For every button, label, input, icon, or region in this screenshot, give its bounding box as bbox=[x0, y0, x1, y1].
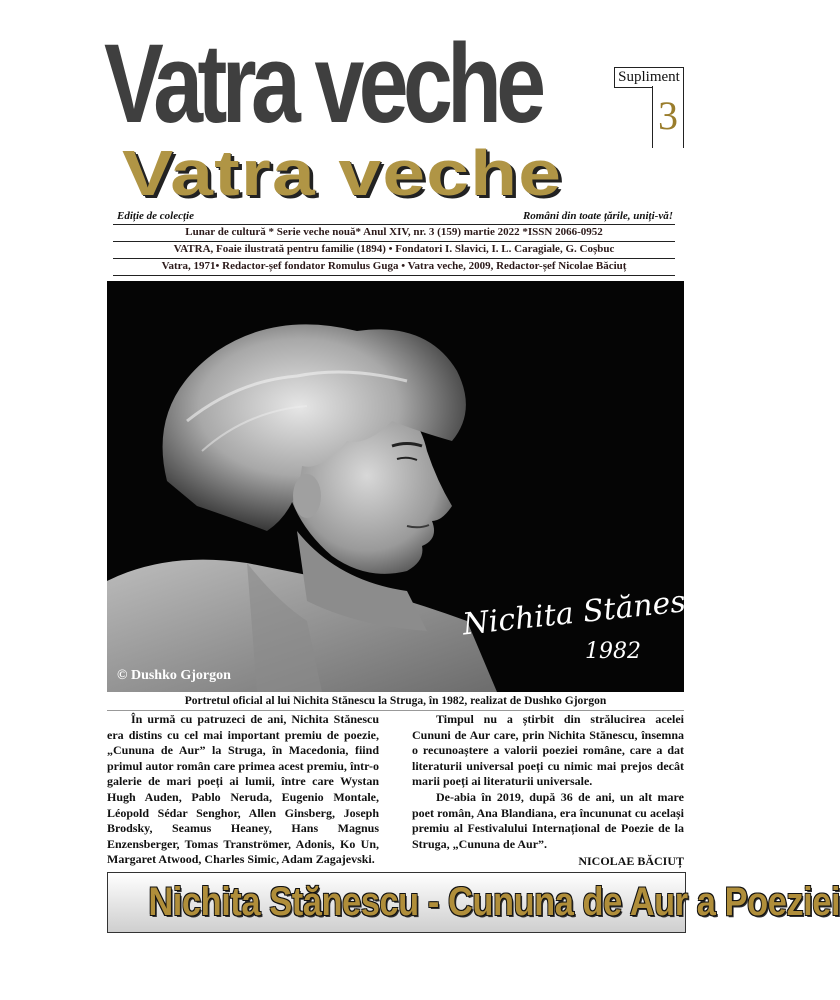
headline-banner bbox=[107, 872, 840, 933]
masthead-title-overlay: Vatra veche bbox=[122, 137, 563, 209]
rule bbox=[113, 224, 675, 225]
supplement-number-box bbox=[652, 86, 684, 148]
article-paragraph: De-abia în 2019, după 36 de ani, un alt mare poet român, Ana Blandiana, era încununat cu același premiu al Festivalului Internațional de Poezie de la Struga, „Cununa de Aur”. bbox=[412, 789, 684, 851]
founders-line: VATRA, Foaie ilustrată pentru familie (1894) • Fondatori I. Slavici, I. L. Caragiale, G. Coșbuc bbox=[173, 243, 615, 255]
article-author: NICOLAE BĂCIUȚ bbox=[578, 854, 684, 869]
portrait-image bbox=[107, 281, 684, 692]
masthead-title: Vatra veche bbox=[104, 21, 541, 146]
article-right-column bbox=[412, 712, 684, 870]
rule bbox=[107, 710, 684, 711]
handwritten-signature: Nichita Stănescu bbox=[460, 580, 724, 643]
supplement-label: Supliment bbox=[614, 67, 684, 88]
rule bbox=[113, 258, 675, 259]
photo-copyright: © Dushko Gjorgon bbox=[117, 668, 231, 683]
article-paragraph: Timpul nu a știrbit din strălucirea acelei Cununi de Aur care, prin Nichita Stănescu, însemna o recunoaștere a valorii poeziei române, care a dat literaturii universal poeți cu nimic mai prejos decât marii poeți ai literaturii universale. bbox=[412, 712, 684, 789]
article-paragraph: În urmă cu patruzeci de ani, Nichita Stănescu era distins cu cel mai important premiu de poezie, „Cununa de Aur” la Struga, în Macedonia, fiind primul autor român care primea acest premiu, într-o galerie de mari poeți ai lumii, între care Wystan Hugh Auden, Pablo Neruda, Eugenio Montale, Léopold Sédar Senghor, Allen Ginsberg, Joseph Brodsky, Seamus Heaney, Hans Magnus Enzensberger, Tomas Tranströmer, Adonis, Ko Un, Margaret Atwood, Charles Simic, Adam Zagajevski. bbox=[107, 712, 379, 867]
portrait-photo bbox=[107, 281, 724, 692]
rule bbox=[113, 275, 675, 276]
signature-year: 1982 bbox=[585, 639, 641, 664]
supplement-number: 3 bbox=[658, 93, 678, 138]
rule bbox=[113, 241, 675, 242]
photo-caption: Portretul oficial al lui Nichita Stănescu la Struga, în 1982, realizat de Dushko Gjorgon bbox=[184, 695, 607, 707]
motto: Români din toate țările, uniți-vă! bbox=[522, 210, 673, 222]
publication-info-line: Lunar de cultură * Serie veche nouă* Anul XIV, nr. 3 (159) martie 2022 *ISSN 2066-0952 bbox=[185, 226, 603, 238]
edition-note: Ediție de colecție bbox=[117, 210, 194, 222]
editors-line: Vatra, 1971• Redactor-șef fondator Romulus Guga • Vatra veche, 2009, Redactor-șef Nicolae Băciuț bbox=[161, 260, 627, 272]
article-left-column bbox=[107, 712, 379, 868]
headline-text: Nichita Stănescu - Cununa de Aur a Poeziei bbox=[148, 880, 840, 924]
